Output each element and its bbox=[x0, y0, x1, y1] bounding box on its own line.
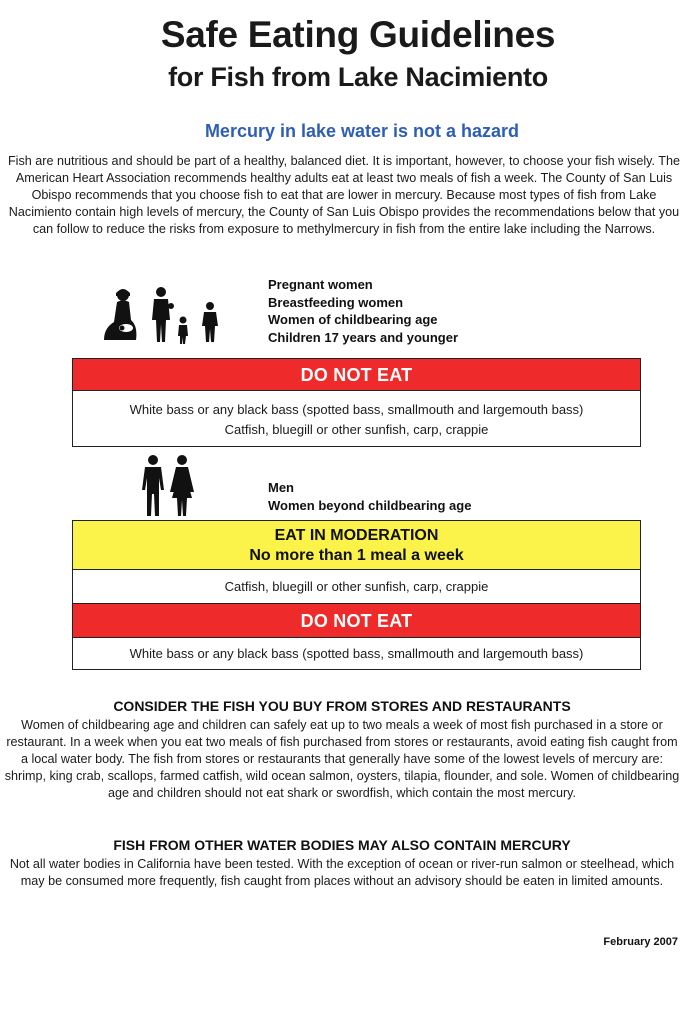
group2-do-not-eat-list: White bass or any black bass (spotted bass, smallmouth and largemouth bass) bbox=[72, 637, 641, 670]
moderation-frequency: No more than 1 meal a week bbox=[249, 547, 464, 564]
group1-fish-line: White bass or any black bass (spotted bass, smallmouth and largemouth bass) bbox=[129, 402, 584, 417]
group2-list bbox=[268, 479, 471, 514]
men-women-icon bbox=[136, 454, 198, 518]
stores-paragraph: Women of childbearing age and children can safely eat up to two meals a week of most fish purchased in a store or restaurant. In a week when you eat two meals of fish purchased from stores or restaurants, avoid eating fish caught from a local water body. The fish from stores or restaurants that generally have some of the lowest levels of mercury are: shrimp, king crab, scallops, farmed catfish, wild ocean salmon, oysters, tilapia, flounder, and sole. Women of childbearing age and children should not eat shark or swordfish, which contain the most mercury. bbox=[4, 718, 680, 800]
other-waters-heading: FISH FROM OTHER WATER BODIES MAY ALSO CONTAIN MERCURY bbox=[113, 837, 571, 853]
group1-item: Women of childbearing age bbox=[268, 312, 438, 327]
group1-item: Breastfeeding women bbox=[268, 294, 404, 310]
group2-item: Men bbox=[268, 480, 294, 495]
moderation-banner bbox=[72, 520, 641, 570]
group1-do-not-eat-banner: DO NOT EAT bbox=[72, 358, 641, 391]
page-title-line2: for Fish from Lake Nacimiento bbox=[168, 62, 548, 92]
group1-list bbox=[268, 276, 458, 346]
publication-date: February 2007 bbox=[603, 936, 678, 948]
page-title: Safe Eating Guidelines bbox=[160, 14, 556, 55]
group1-fish-line: Catfish, bluegill or other sunfish, carp, crappie bbox=[224, 422, 489, 437]
women-children-icon bbox=[100, 284, 222, 346]
group2-do-not-eat-banner: DO NOT EAT bbox=[72, 603, 641, 638]
page-subtitle: Mercury in lake water is not a hazard bbox=[204, 121, 520, 141]
group1-item: Children 17 years and younger bbox=[268, 329, 459, 345]
intro-paragraph: Fish are nutritious and should be part of a healthy, balanced diet. It is important, however, to choose your fish wisely. The American Heart Association recommends healthy adults eat at least two meals of fish a week. The County of San Luis Obispo recommends that you choose fish to eat that are lower in mercury. Because most types of fish from Lake Nacimiento contain high levels of mercury, the County of San Luis Obispo provides the recommendations below that you can follow to reduce the risks from exposure to methylmercury in fish from the entire lake including the Narrows. bbox=[7, 154, 681, 236]
group1-item: Pregnant women bbox=[268, 277, 373, 292]
group2-item: Women beyond childbearing age bbox=[268, 497, 472, 513]
stores-heading: CONSIDER THE FISH YOU BUY FROM STORES AND RESTAURANTS bbox=[113, 698, 571, 714]
moderation-fish-list: Catfish, bluegill or other sunfish, carp, crappie bbox=[72, 569, 641, 604]
moderation-label: EAT IN MODERATION bbox=[274, 527, 439, 544]
other-waters-paragraph: Not all water bodies in California have been tested. With the exception of ocean or river-run salmon or steelhead, which may be consumed more frequently, fish caught from places without an advisory should be eaten in limited amounts. bbox=[9, 857, 675, 888]
group1-do-not-eat-list bbox=[72, 390, 641, 447]
